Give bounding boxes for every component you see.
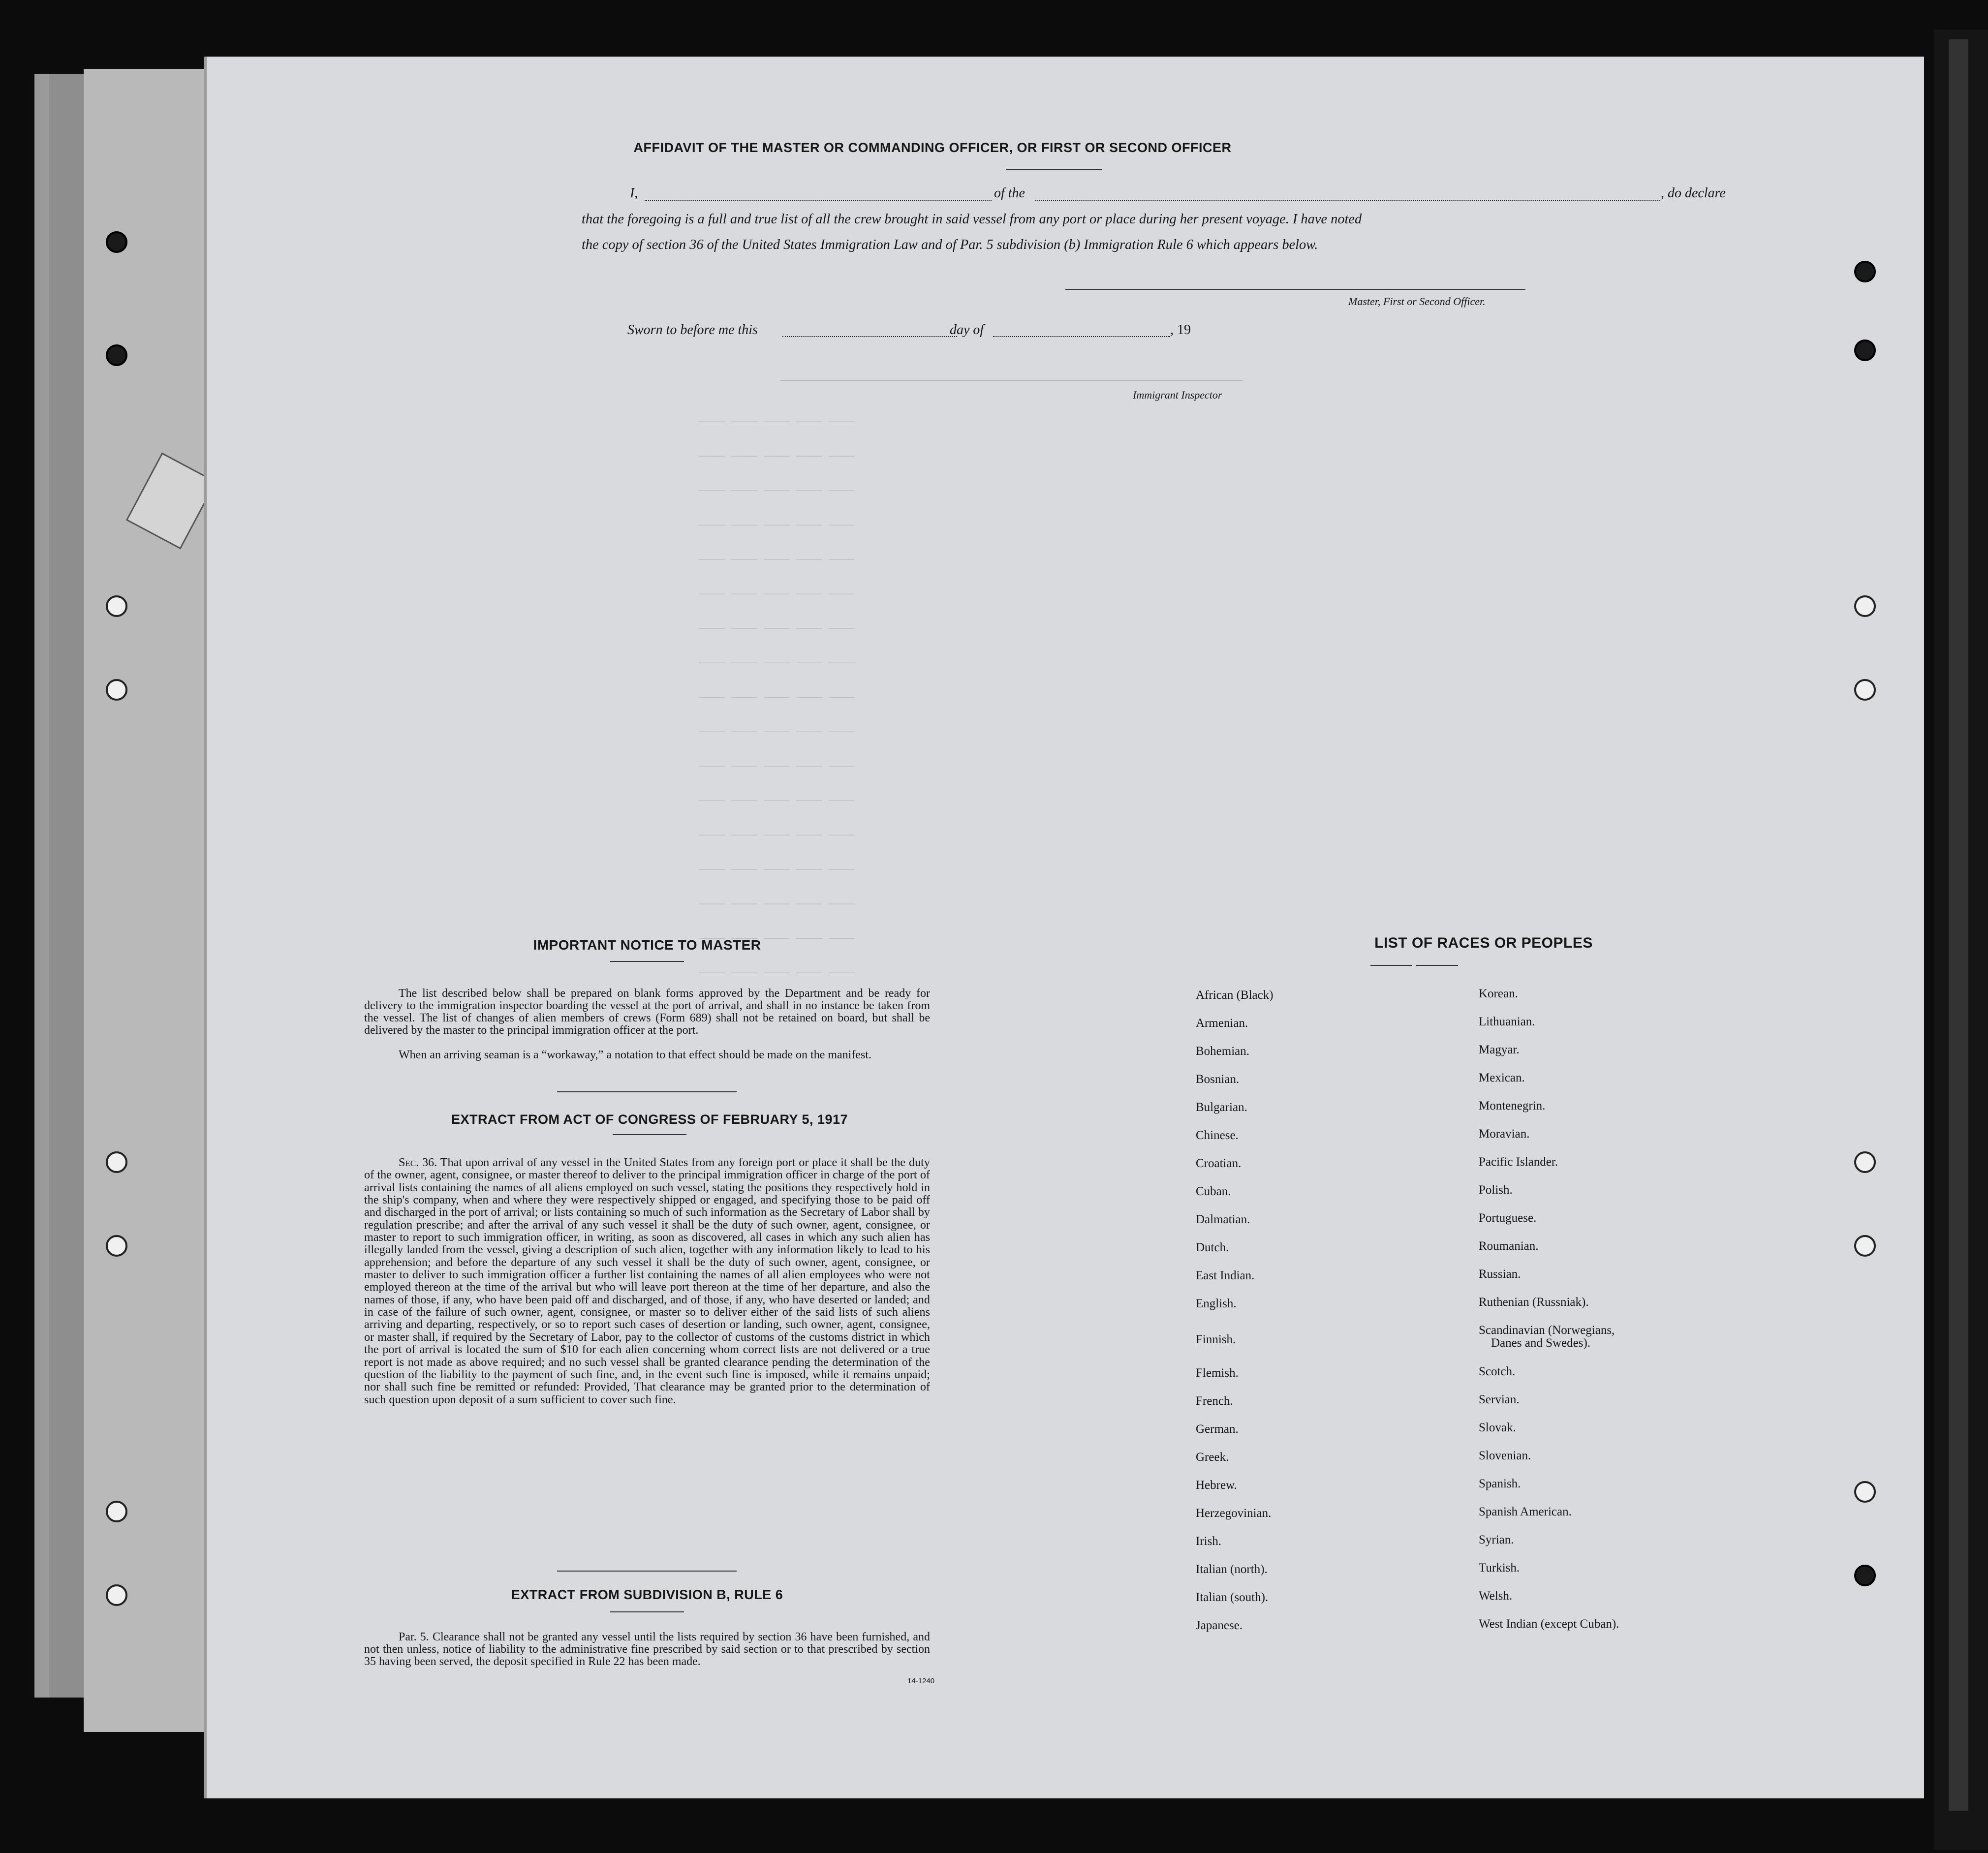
binder-hole — [106, 1151, 127, 1173]
binder-strip — [34, 74, 49, 1698]
binder-hole — [1854, 340, 1876, 361]
vessel-prefix: of the — [994, 185, 1025, 201]
binder-hole — [106, 679, 127, 701]
sworn-month-field[interactable] — [993, 336, 1170, 337]
race-item: Slovak. — [1479, 1421, 1516, 1434]
notice-text-1: The list described below shall be prepared on blank forms approved by the Department and be ready for delivery to the immigration inspector boarding the vessel at the port of arrival, and shall in no instance be taken from the vessel. The list of changes of alien members of crews (Form 689) shall not be retained on board, but shall be delivered by the master to the principal immigration officer at the port. — [364, 987, 930, 1037]
race-item: English. — [1196, 1297, 1237, 1310]
section-divider — [557, 1091, 737, 1092]
race-item: Pacific Islander. — [1479, 1155, 1558, 1169]
officer-signature-field[interactable] — [1065, 289, 1525, 290]
race-item: Scotch. — [1479, 1365, 1516, 1378]
race-item: Bohemian. — [1196, 1045, 1250, 1058]
sworn-day-of: day of — [950, 322, 984, 338]
binder-hole — [106, 1501, 127, 1522]
race-item: Lithuanian. — [1479, 1015, 1535, 1028]
binder-hole — [1854, 1565, 1876, 1586]
binder-hole — [1854, 1151, 1876, 1173]
declare-suffix: , do declare — [1661, 185, 1726, 201]
race-item: Roumanian. — [1479, 1239, 1539, 1253]
notice-title: IMPORTANT NOTICE TO MASTER — [533, 937, 761, 953]
race-item: Dalmatian. — [1196, 1213, 1250, 1226]
race-item: Danes and Swedes). — [1491, 1336, 1591, 1350]
race-item: Greek. — [1196, 1451, 1229, 1464]
race-item: Spanish. — [1479, 1477, 1521, 1490]
race-item: Italian (north). — [1196, 1563, 1268, 1576]
binder-hole — [1854, 261, 1876, 282]
notice-text-2: When an arriving seaman is a “workaway,” a notation to that effect should be made on the manifest. — [399, 1049, 871, 1061]
race-item: Magyar. — [1479, 1043, 1520, 1056]
races-title: LIST OF RACES OR PEOPLES — [1374, 935, 1593, 951]
declarant-prefix: I, — [630, 185, 638, 201]
act-section-text: That upon arrival of any vessel in the United States from any foreign port or place it shall be the duty of the owner, agent, consignee, or master thereof to deliver to the principal immigration officer in charge of the port of arrival lists containing the names of all aliens employed on such vessel, stating the positions they respectively hold in the ship's company, when and where they were respectively shipped or engaged, and specifying those to be paid off and discharged in the port of arrival; or lists containing so much of such information as the Secretary of Labor shall by regulation prescribe; and after the arrival of any such vessel it shall be the duty of such owner, agent, consignee, or master to report to such immigration officer, in writing, as soon as discovered, all cases in which any such alien has illegally landed from the vessel, giving a description of such alien, together with any information likely to lead to his apprehension; and before the departure of any such vessel it shall be the duty of such owner, agent, consignee, or master to deliver to such immigration officer a further list containing the names of all alien employees who were not employed thereon at the time of the arrival but who will leave port thereon at the time of her departure, and also the names of those, if any, who have been paid off and discharged, and of those, if any, who have deserted or landed; and in case of the failure of such owner, agent, consignee, or master so to deliver either of the said lists of such aliens arriving and departing, respectively, or so to report such cases of desertion or landing, such owner, agent, consignee, or master shall, if required by the Secretary of Labor, pay to the collector of customs of the customs district in which the port of arrival is located the sum of $10 for each alien concerning whom correct lists are not delivered or a true report is not made as above required; and no such vessel shall be granted clearance pending the determination of the question of the liability to the payment of such fine, and, in the event such fine is imposed, while it remains unpaid; nor shall such fine be remitted or refunded: Provided, That clearance may be granted prior to the determination of such question upon deposit of a sum sufficient to cover such fine. — [364, 1156, 930, 1406]
rule-extract-text: Par. 5. Clearance shall not be granted any vessel until the lists required by section 36 have been furnished, and not then unless, notice of liability to the administrative fine prescribed by said section or to that prescribed by section 35 having been served, the deposit specified in Rule 22 has been made. — [364, 1631, 930, 1668]
act-section-label: Sec. 36. — [399, 1156, 437, 1169]
race-item: Portuguese. — [1479, 1211, 1537, 1225]
race-item: Spanish American. — [1479, 1505, 1572, 1518]
declarant-name-field[interactable] — [645, 200, 992, 201]
underlying-page — [84, 69, 217, 1732]
rule-extract-body — [364, 1631, 930, 1668]
declaration-text-line2: that the foregoing is a full and true list of all the crew brought in said vessel from any port or place during her present voyage. I have noted — [582, 212, 1362, 227]
race-item: French. — [1196, 1394, 1233, 1408]
notice-rule — [610, 961, 684, 962]
declaration-text-line3: the copy of section 36 of the United States Immigration Law and of Par. 5 subdivision (b) Immigration Rule 6 which appears below. — [582, 237, 1318, 252]
race-item: Flemish. — [1196, 1366, 1239, 1380]
race-item: German. — [1196, 1422, 1239, 1436]
binder-hole — [1854, 1235, 1876, 1257]
rule-extract-title: EXTRACT FROM SUBDIVISION B, RULE 6 — [511, 1587, 783, 1602]
races-rule — [1370, 965, 1412, 966]
scan-edge-strip — [1949, 39, 1968, 1811]
race-item: Korean. — [1479, 987, 1518, 1000]
manifest-page: ———— ———— ———— ———— ———— ———— ———— ———— ———— ———— ———— ———— ———— ———— ———— ———— ———— ———— ———— ———— ———— ———— ———— ———— ———— ———— ———— ———— ———— ———— ———— ———— ———— ———— ———— ———— ———— ———— ———— ———— ———— ———— ———— ———— ———— ———— ———— ———— ———— ———— ———— ———— ———— ———— ———— ———— ———— ———— ———— ———— ———— ———— ———— ———— ———— ———— ———— ———— ———— ———— ———— ———— ———— ———— ———— ———— ———— ———— ———— ———— ———— ———— ———— ———— ———— AFFIDAVIT OF THE MASTER OR COMMANDING OFFICER, OR FIRST OR SECOND OFFICER I, of the , do declare that the foregoing is a full and true list of all the crew brought in said vessel from any port or place during her present voyage. I have noted the copy of section 36 of the United States Immigration Law and of Par. 5 subdivision (b) Immigration Rule 6 which appears below. Master, First or Second Officer. Sworn to before me this day of , 19 Immigrant Inspector IMPORTANT NOTICE TO MASTER The list described below shall be prepared on blank forms approved by the Department and be ready for delivery to the immigration inspector boarding the vessel at the port of arrival, and shall in no instance be taken from the vessel. The list of changes of alien members of crews (Form 689) shall not be retained on board, but shall be delivered by the master to the principal immigration officer at the port. When an arriving seaman is a “workaway,” a notation to that effect should be made on the manifest. EXTRACT FROM ACT OF CONGRESS OF FEBRUARY 5, 1917 Sec. 36. That upon arrival of any vessel in the United States from any foreign port or place it shall be the duty of the owner, agent, consignee, or master thereof to deliver to the principal immigration officer in charge of the port of arrival lists containing the names of all aliens employed on such vessel, stating the positions they respectively hold in the ship's company, when and where they were respectively shipped or engaged, and specifying those to be paid off and discharged in the port of arrival; or lists containing so much of such information as the Secretary of Labor shall by regulation prescribe; and after the arrival of any such vessel it shall be the duty of such owner, agent, consignee, or master to report to such immigration officer, in writing, as soon as discovered, all cases in which any such alien has illegally landed from the vessel, giving a description of such alien, together with any information likely to lead to his apprehension; and before the departure of any such vessel it shall be the duty of such owner, agent, consignee, or master to deliver to such immigration officer a further list containing the names of all alien employees who were not employed thereon at the time of the arrival but who will leave port thereon at the time of her departure, and also the names of those, if any, who have been paid off and discharged, and of those, if any, who have deserted or landed; and in case of the failure of such owner, agent, consignee, or master so to deliver either of the said lists of such aliens arriving and departing, respectively, or so to report such cases of desertion or landing, such owner, agent, consignee, or master shall, if required by the Secretary of Labor, pay to the collector of customs of the customs district in which the port of arrival is located the sum of $10 for each alien concerning whom correct lists are not delivered or a true report is not made as above required; and no such vessel shall be granted clearance pending the determination of the question of the liability to the payment of such fine, and, in the event such fine is imposed, while it remains unpaid; nor shall such fine be remitted or refunded: Provided, That clearance may be granted prior to the determination of such question upon deposit of a sum sufficient to cover such fine. EXTRACT FROM SUBDIVISION B, RULE 6 Par. 5. Clearance shall not be granted any vessel until the lists required by section 36 have been furnished, and not then unless, notice of liability to the administrative fine prescribed by said section or to that prescribed by section 35 having been served, the deposit specified in Rule 22 has been made. 14-1240 LIST OF RACES OR PEOPLES African (Black) Armenian. Bohemian. Bosnian. Bulgarian. Chinese. Croatian. Cuban. Dalmatian. Dutch. East Indian. English. Finnish. Flemish. French. German. Greek. Hebrew. Herzegovinian. Irish. Italian (north). Italian (south). Japanese. Korean. Lithuanian. Magyar. Mexican. Montenegrin. Moravian. Pacific Islander. Polish. Portuguese. Roumanian. Russian. Ruthenian (Russniak). Scandinavian (Norwegians, Danes and Swedes). Scotch. Servian. Slovak. Slovenian. Spanish. Spanish American. Syrian. Turkish. Welsh. West Indian (except Cuban). — [207, 57, 1924, 1798]
race-item: Finnish. — [1196, 1333, 1236, 1346]
binder-hole — [106, 1235, 127, 1257]
race-item: Polish. — [1479, 1183, 1513, 1197]
race-item: Cuban. — [1196, 1185, 1231, 1198]
notice-paragraph-2 — [364, 1049, 930, 1061]
sworn-prefix: Sworn to before me this — [627, 322, 758, 338]
race-item: Syrian. — [1479, 1533, 1514, 1546]
race-item: Herzegovinian. — [1196, 1507, 1272, 1520]
rule-extract-rule — [610, 1611, 684, 1612]
form-number: 14-1240 — [907, 1677, 935, 1685]
binder-hole — [1854, 595, 1876, 617]
race-item: Bosnian. — [1196, 1073, 1240, 1086]
vessel-name-field[interactable] — [1035, 200, 1660, 201]
race-item: Turkish. — [1479, 1561, 1520, 1575]
race-item: Armenian. — [1196, 1017, 1248, 1030]
section-divider — [557, 1571, 737, 1572]
sworn-year: , 19 — [1170, 322, 1191, 338]
race-item: Russian. — [1479, 1267, 1521, 1281]
binder-hole — [106, 231, 127, 253]
race-item: Chinese. — [1196, 1129, 1239, 1142]
race-item: Croatian. — [1196, 1157, 1242, 1170]
binder-hole — [106, 344, 127, 366]
race-item: Bulgarian. — [1196, 1101, 1247, 1114]
act-extract-body — [364, 1156, 930, 1406]
officer-signature-label: Master, First or Second Officer. — [1348, 295, 1486, 308]
race-item: Ruthenian (Russniak). — [1479, 1296, 1589, 1309]
race-item: Japanese. — [1196, 1619, 1243, 1632]
race-item: African (Black) — [1196, 988, 1274, 1002]
race-item: West Indian (except Cuban). — [1479, 1617, 1619, 1631]
notice-paragraph-1 — [364, 988, 930, 1037]
race-item: Welsh. — [1479, 1589, 1513, 1603]
act-extract-title: EXTRACT FROM ACT OF CONGRESS OF FEBRUARY 5, 1917 — [451, 1112, 848, 1127]
race-item: Montenegrin. — [1479, 1099, 1546, 1112]
race-item: Dutch. — [1196, 1241, 1229, 1254]
act-extract-rule — [613, 1134, 686, 1135]
binder-strip-inner — [49, 74, 86, 1698]
race-item: Slovenian. — [1479, 1449, 1531, 1462]
binder-hole — [106, 1584, 127, 1606]
races-rule — [1416, 965, 1458, 966]
binder-hole — [1854, 679, 1876, 701]
sworn-day-field[interactable] — [782, 336, 957, 337]
race-item: Servian. — [1479, 1393, 1520, 1406]
race-item: Irish. — [1196, 1535, 1222, 1548]
race-item: Mexican. — [1479, 1071, 1525, 1084]
inspector-label: Immigrant Inspector — [1133, 389, 1222, 401]
title-rule — [1006, 169, 1102, 170]
race-item: East Indian. — [1196, 1269, 1255, 1282]
binder-hole — [1854, 1481, 1876, 1503]
affidavit-title: AFFIDAVIT OF THE MASTER OR COMMANDING OFFICER, OR FIRST OR SECOND OFFICER — [633, 140, 1232, 155]
race-item: Moravian. — [1479, 1127, 1530, 1141]
race-item: Hebrew. — [1196, 1479, 1237, 1492]
race-item: Scandinavian (Norwegians, — [1479, 1324, 1615, 1337]
race-item: Italian (south). — [1196, 1591, 1269, 1604]
binder-hole — [106, 595, 127, 617]
